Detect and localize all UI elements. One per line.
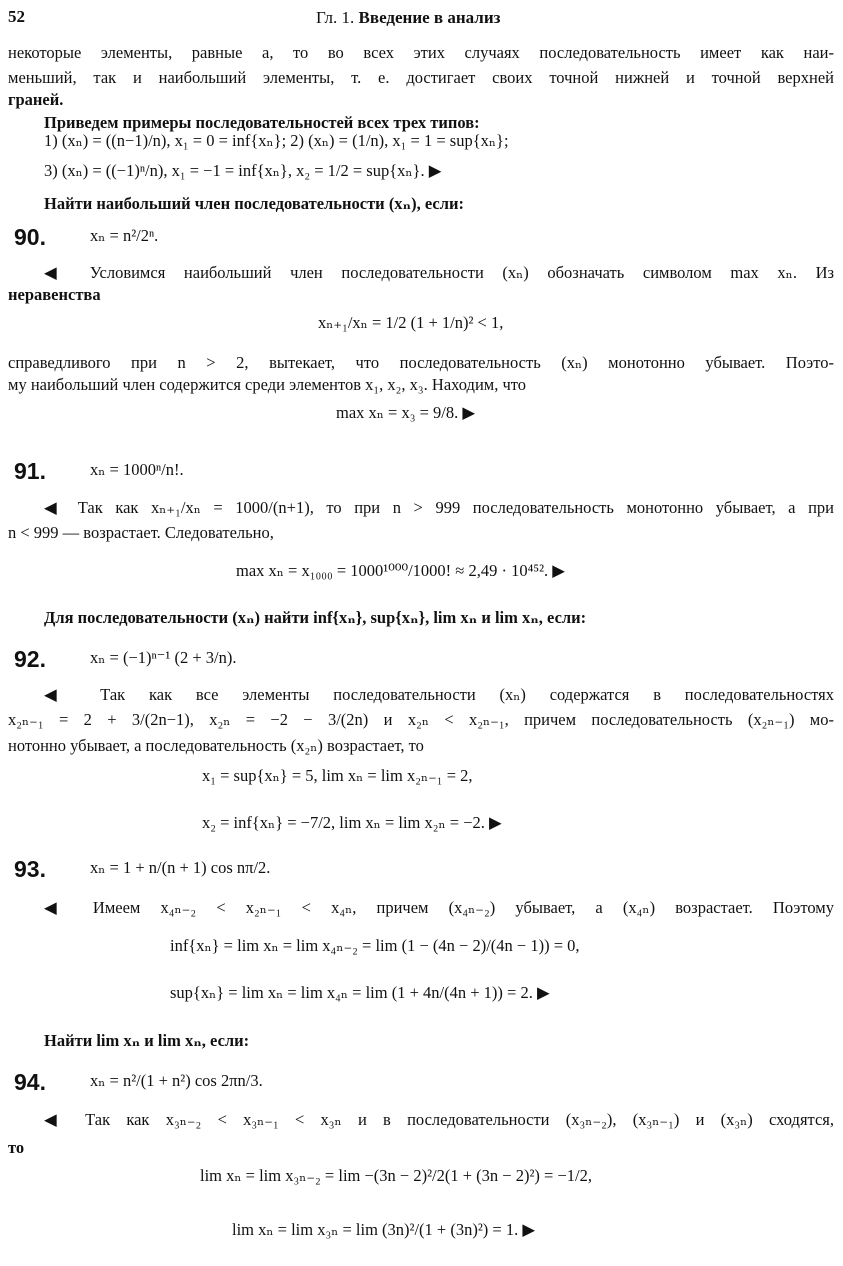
task-heading: Найти наибольший член последовательности (xₙ), если: [44, 194, 464, 213]
problem-number: 93. [14, 856, 46, 882]
text-line: справедливого при n > 2, вытекает, что последовательность (xₙ) монотонно убывает. Поэто- [8, 353, 834, 372]
problem-number: 90. [14, 224, 46, 250]
text-line: ◀ Имеем x₄ₙ₋₂ < x₂ₙ₋₁ < x₄ₙ, причем (x₄ₙ₋₂) убывает, а (x₄ₙ) возрастает. Поэтому [44, 898, 834, 917]
task-heading: Найти lim xₙ и lim xₙ, если: [44, 1031, 250, 1050]
display-formula: lim xₙ = lim x₃ₙ = lim (3n)²/(1 + (3n)²) = 1. ▶ [232, 1220, 536, 1239]
text-line: n < 999 — возрастает. Следовательно, [8, 523, 274, 542]
text-line: некоторые элементы, равные a, то во всех этих случаях последовательность имеет как наи- [8, 43, 834, 62]
display-formula: xₙ₊₁/xₙ = 1/2 (1 + 1/n)² < 1, [318, 313, 504, 332]
chapter-title: Введение в анализ [358, 8, 501, 27]
display-formula: sup{xₙ} = lim xₙ = lim x₄ₙ = lim (1 + 4n/(4n + 1)) = 2. ▶ [170, 983, 550, 1002]
display-formula: lim xₙ = lim x₃ₙ₋₂ = lim −(3n − 2)²/2(1 + (3n − 2)²) = −1/2, [200, 1166, 592, 1185]
display-formula: x₂ = inf{xₙ} = −7/2, lim xₙ = lim x₂ₙ = −2. ▶ [202, 813, 502, 832]
text-line: Приведем примеры последовательностей всех трех типов: [44, 113, 480, 132]
problem-number: 94. [14, 1069, 46, 1095]
display-formula: x₁ = sup{xₙ} = 5, lim xₙ = lim x₂ₙ₋₁ = 2, [202, 766, 473, 785]
chapter-label: Гл. 1. [316, 8, 355, 27]
display-formula: max xₙ = x₃ = 9/8. ▶ [336, 403, 476, 422]
problem-formula: xₙ = (−1)ⁿ⁻¹ (2 + 3/n). [90, 648, 237, 667]
text-line: граней. [8, 90, 64, 109]
text-line: ◀ Так как x₃ₙ₋₂ < x₃ₙ₋₁ < x₃ₙ и в последовательности (x₃ₙ₋₂), (x₃ₙ₋₁) и (x₃ₙ) сходятся, [44, 1110, 834, 1129]
text-line: неравенства [8, 285, 101, 304]
problem-formula: xₙ = n²/2ⁿ. [90, 226, 159, 245]
example-line: 1) (xₙ) = ((n−1)/n), x₁ = 0 = inf{xₙ}; 2) (xₙ) = (1/n), x₁ = 1 = sup{xₙ}; [44, 131, 509, 150]
text-line: ◀ Так как xₙ₊₁/xₙ = 1000/(n+1), то при n > 999 последовательность монотонно убывает, а при [44, 498, 834, 517]
text-line: ◀ Условимся наибольший член последовательности (xₙ) обозначать символом max xₙ. Из [44, 263, 834, 282]
problem-number: 91. [14, 458, 46, 484]
text-line: то [8, 1138, 25, 1157]
page-number: 52 [8, 7, 25, 26]
text-line: ◀ Так как все элементы последовательности (xₙ) содержатся в последовательностях [44, 685, 834, 704]
task-heading: Для последовательности (xₙ) найти inf{xₙ}, sup{xₙ}, lim xₙ и lim xₙ, если: [44, 608, 587, 627]
problem-formula: xₙ = 1000ⁿ/n!. [90, 460, 184, 479]
text-line: му наибольший член содержится среди элементов x₁, x₂, x₃. Находим, что [8, 375, 527, 394]
example-line: 3) (xₙ) = ((−1)ⁿ/n), x₁ = −1 = inf{xₙ}, x₂ = 1/2 = sup{xₙ}. ▶ [44, 161, 442, 180]
problem-formula: xₙ = 1 + n/(n + 1) cos nπ/2. [90, 858, 271, 877]
text-line: меньший, так и наибольший элементы, т. е. достигает своих точной нижней и точной верхней [8, 68, 834, 87]
text-line: нотонно убывает, а последовательность (x₂ₙ) возрастает, то [8, 736, 424, 755]
display-formula: inf{xₙ} = lim xₙ = lim x₄ₙ₋₂ = lim (1 − (4n − 2)/(4n − 1)) = 0, [170, 936, 580, 955]
text-line: x₂ₙ₋₁ = 2 + 3/(2n−1), x₂ₙ = −2 − 3/(2n) и x₂ₙ < x₂ₙ₋₁, причем последовательность (x₂ₙ₋₁) мо- [8, 710, 834, 729]
display-formula: max xₙ = x₁₀₀₀ = 1000¹⁰⁰⁰/1000! ≈ 2,49 · 10⁴⁵². ▶ [236, 561, 565, 580]
running-header [316, 9, 500, 26]
problem-formula: xₙ = n²/(1 + n²) cos 2πn/3. [90, 1071, 263, 1090]
problem-number: 92. [14, 646, 46, 672]
